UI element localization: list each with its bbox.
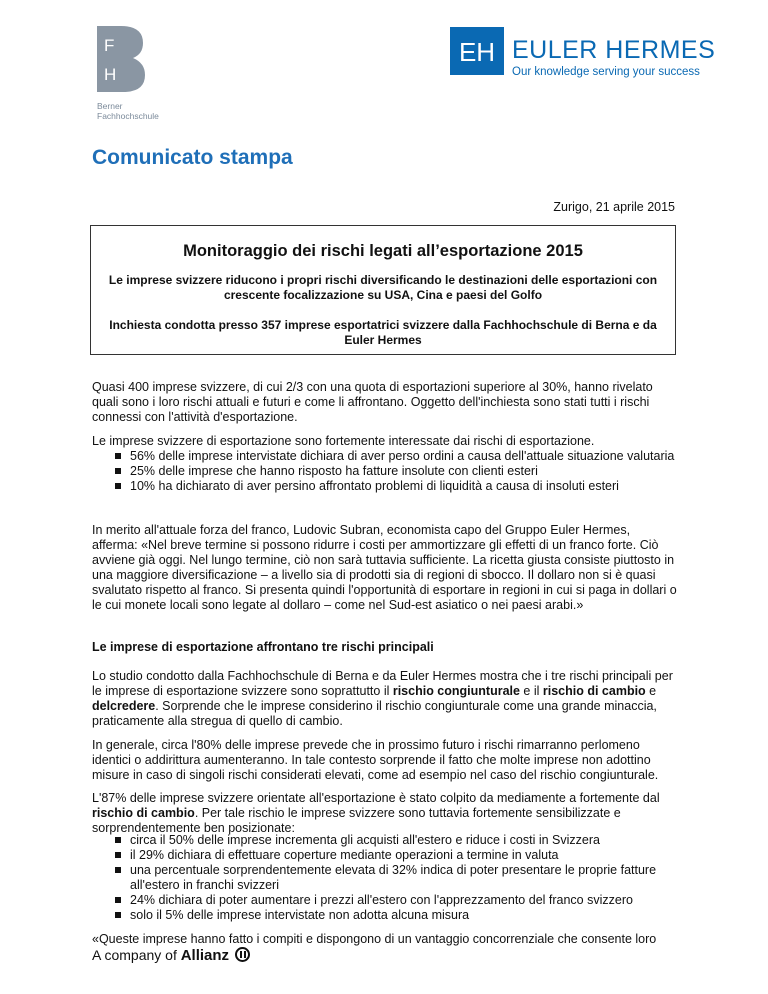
text-run: . Per tale rischio le imprese svizzere sono tuttavia fortemente sensibilizzate e sorprendentemente ben posizionate: [92,806,621,835]
euler-hermes-name: EULER HERMES [512,36,716,64]
list-item: circa il 50% delle imprese incrementa gli acquisti all'estero e riduce i costi in Svizzera [118,833,678,848]
bfh-letter-f: F [104,36,115,55]
page-title: Comunicato stampa [92,146,293,169]
allianz-footer-logo [92,947,250,964]
paragraph-main-risks [92,669,678,729]
bfh-subtitle [97,101,159,121]
paragraph-closing: «Queste imprese hanno fatto i compiti e dispongono di un vantaggio concorrenziale che consente loro [92,932,657,946]
bold-term: rischio di cambio [542,684,646,698]
euler-hermes-mark-letters: EH [458,37,496,67]
dateline: Zurigo, 21 aprile 2015 [553,200,675,214]
allianz-prefix: A company of [92,947,177,963]
list-item: il 29% dichiara di effettuare coperture mediante operazioni a termine in valuta [118,848,678,863]
text-run: e [645,684,657,698]
box-subtitle: Le imprese svizzere riducono i propri rischi diversificando le destinazioni delle esportazioni con crescente focalizzazione su USA, Cina e paesi del Golfo [108,273,658,302]
bold-term: rischio di cambio [92,806,195,820]
risk-bullets [118,449,678,494]
bfh-logo [97,26,157,92]
list-item: 24% dichiara di poter aumentare i prezzi all'estero con l'apprezzamento del franco svizzero [118,893,678,908]
bold-term: delcredere [92,699,156,713]
allianz-eagle-icon [235,947,250,962]
text-run: e il [519,684,543,698]
paragraph-currency [92,791,678,836]
paragraph-quote: In merito all'attuale forza del franco, Ludovic Subran, economista capo del Gruppo Euler Hermes, afferma: «Nel breve termine si possono ridurre i costi per ammortizzare gli effetti di un franco forte. Ciò avviene già oggi. Nel lungo termine, ciò non sarà tuttavia sufficiente. La ricetta giusta consiste piuttosto in una maggiore diversificazione – a livello sia di prodotti sia di regioni di sbocco. Il dollaro non si è quasi svalutato rispetto al franco. Si presenta quindi l'opportunità di esportare in regioni in cui si paga in dollari o le cui monete locali sono legate al dollaro – come nel Sud-est asiatico o nei paesi arabi.» [92,523,677,612]
allianz-brand: Allianz [180,947,230,964]
euler-hermes-logo-mark [450,27,504,75]
text-run: . Sorprende che le imprese considerino il rischio congiunturale come una grande minaccia, praticamente alla stregua di quello di cambio. [92,699,657,728]
paragraph-risk-intro: Le imprese svizzere di esportazione sono fortemente interessate dai rischi di esportazione. [92,434,595,448]
box-inquiry: Inchiesta condotta presso 357 imprese esportatrici svizzere dalla Fachhochschule di Berna e da Euler Hermes [109,318,657,347]
euler-hermes-tagline: Our knowledge serving your success [512,66,700,78]
list-item: 56% delle imprese intervistate dichiara di aver perso ordini a causa dell'attuale situazione valutaria [118,449,678,464]
list-item: solo il 5% delle imprese intervistate non adotta alcuna misura [118,908,678,923]
text-run: Lo studio condotto dalla Fachhochschule di Berna e da Euler Hermes mostra che i tre rischi principali per le imprese di esportazione svizzere sono soprattutto il [92,669,673,698]
text-run: L'87% delle imprese svizzere orientate all'esportazione è stato colpito da mediamente a fortemente dal [92,791,660,805]
list-item: 25% delle imprese che hanno risposto ha fatture insolute con clienti esteri [118,464,678,479]
section-heading: Le imprese di esportazione affrontano tre rischi principali [92,640,434,654]
paragraph-outlook: In generale, circa l'80% delle imprese prevede che in prossimo futuro i rischi rimarranno perlomeno identici o addirittura aumenteranno. In tale contesto sorprende il fatto che molte imprese non adottino misure in caso di singoli rischi considerati elevati, come ad esempio nel caso del rischio congiunturale. [92,738,659,782]
bfh-sub-line-2: Fachhochschule [97,111,159,121]
paragraph-intro: Quasi 400 imprese svizzere, di cui 2/3 con una quota di esportazioni superiore al 30%, hanno rivelato quali sono i loro rischi attuali e futuri e come li affrontano. Oggetto dell'inchiesta sono stati tutti i rischi connessi con l'attività d'esportazione. [92,380,653,424]
bfh-letter-h: H [104,65,117,84]
bfh-sub-line-1: Berner [97,101,123,111]
bold-term: rischio congiunturale [392,684,520,698]
measures-bullets [118,833,678,923]
list-item: una percentuale sorprendentemente elevata di 32% indica di poter presentare le proprie fatture all'estero in franchi svizzeri [118,863,678,893]
box-title: Monitoraggio dei rischi legati all’esportazione 2015 [183,242,583,260]
list-item: 10% ha dichiarato di aver persino affrontato problemi di liquidità a causa di insoluti esteri [118,479,678,494]
summary-box [90,225,676,355]
